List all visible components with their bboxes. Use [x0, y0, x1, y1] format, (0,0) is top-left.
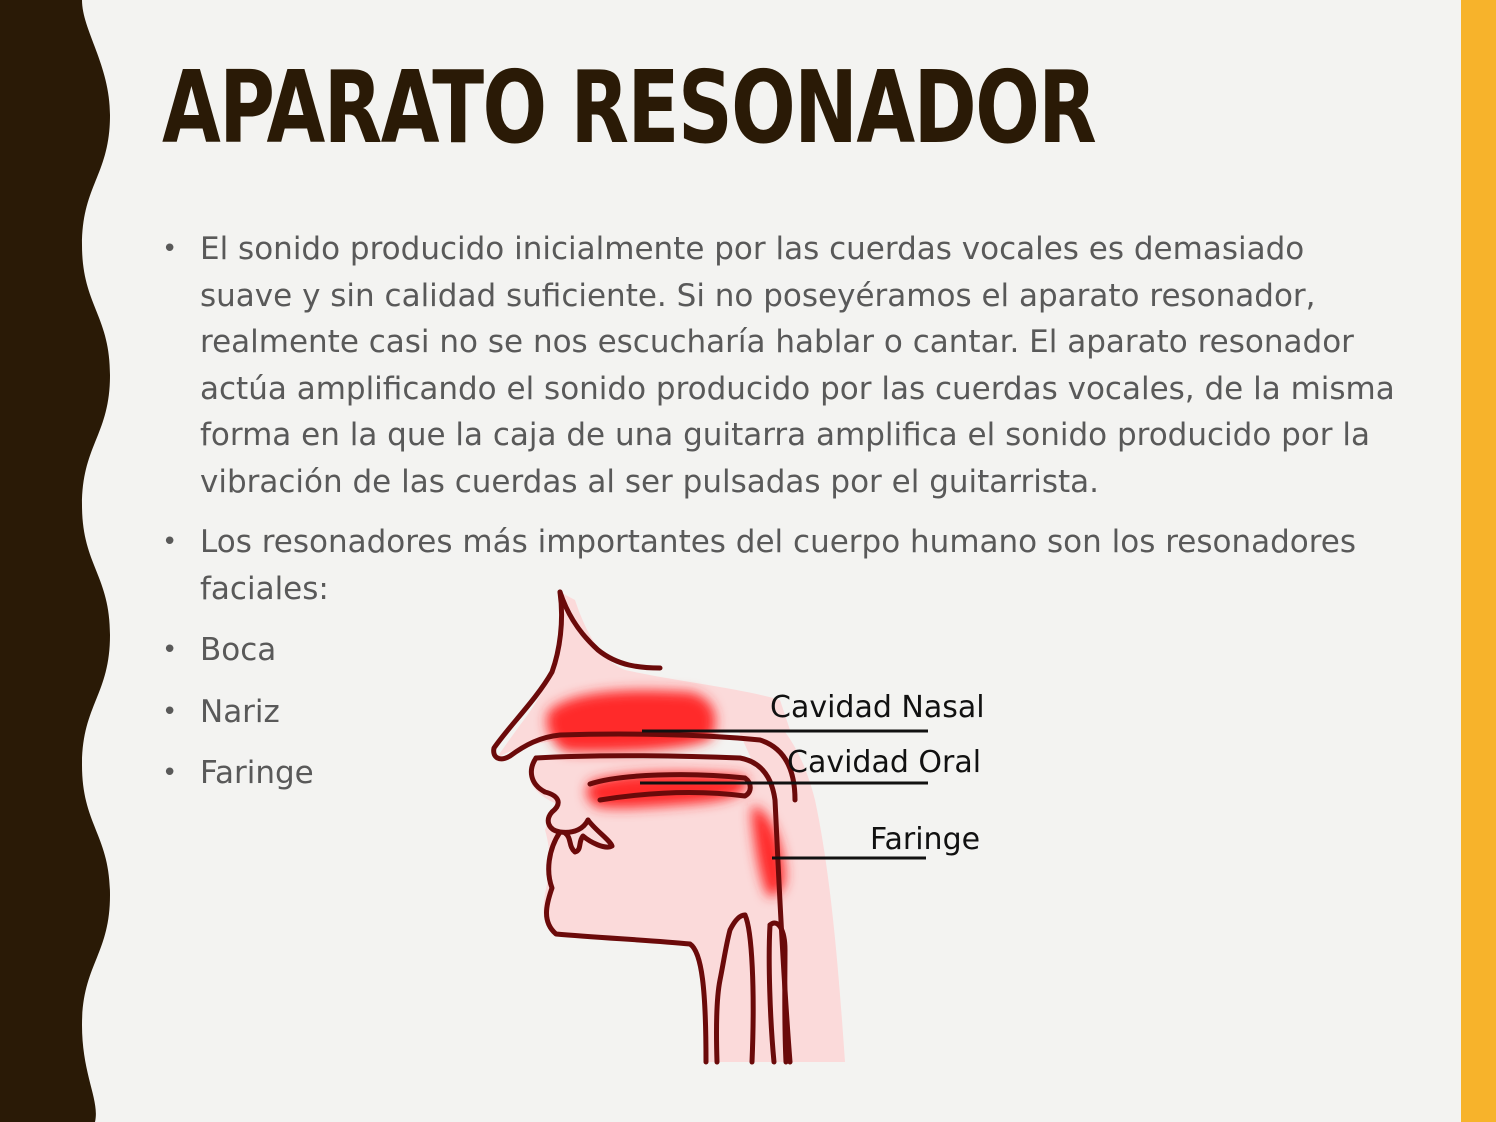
resonator-diagram: [440, 580, 1020, 1070]
bullet-text: Boca: [200, 632, 277, 668]
slide-title: APARATO RESONADOR: [162, 49, 1096, 166]
bullet-item: [162, 226, 1397, 505]
wavy-left-band: [0, 0, 120, 1122]
label-oral-cavity: Cavidad Oral: [787, 745, 982, 780]
bullet-text: El sonido producido inicialmente por las cuerdas vocales es demasiado suave y sin calidad suficiente. Si no poseyéramos el aparato resonador, realmente casi no se nos escucharía hablar o cantar. El aparato resonador actúa amplificando el sonido producido por las cuerdas vocales, de la misma forma en la que la caja de una guitarra amplifica el sonido producido por la vibración de las cuerdas al ser pulsadas por el guitarrista.: [200, 231, 1395, 500]
bullet-text: Nariz: [200, 693, 280, 730]
bullet-text: Faringe: [200, 755, 314, 791]
label-nasal-cavity: Cavidad Nasal: [770, 690, 985, 725]
label-pharynx: Faringe: [870, 822, 981, 857]
right-accent-bar: [1461, 0, 1496, 1122]
bullet-text: Los resonadores más importantes del cuerpo humano son los resonadores faciales:: [200, 524, 1357, 607]
